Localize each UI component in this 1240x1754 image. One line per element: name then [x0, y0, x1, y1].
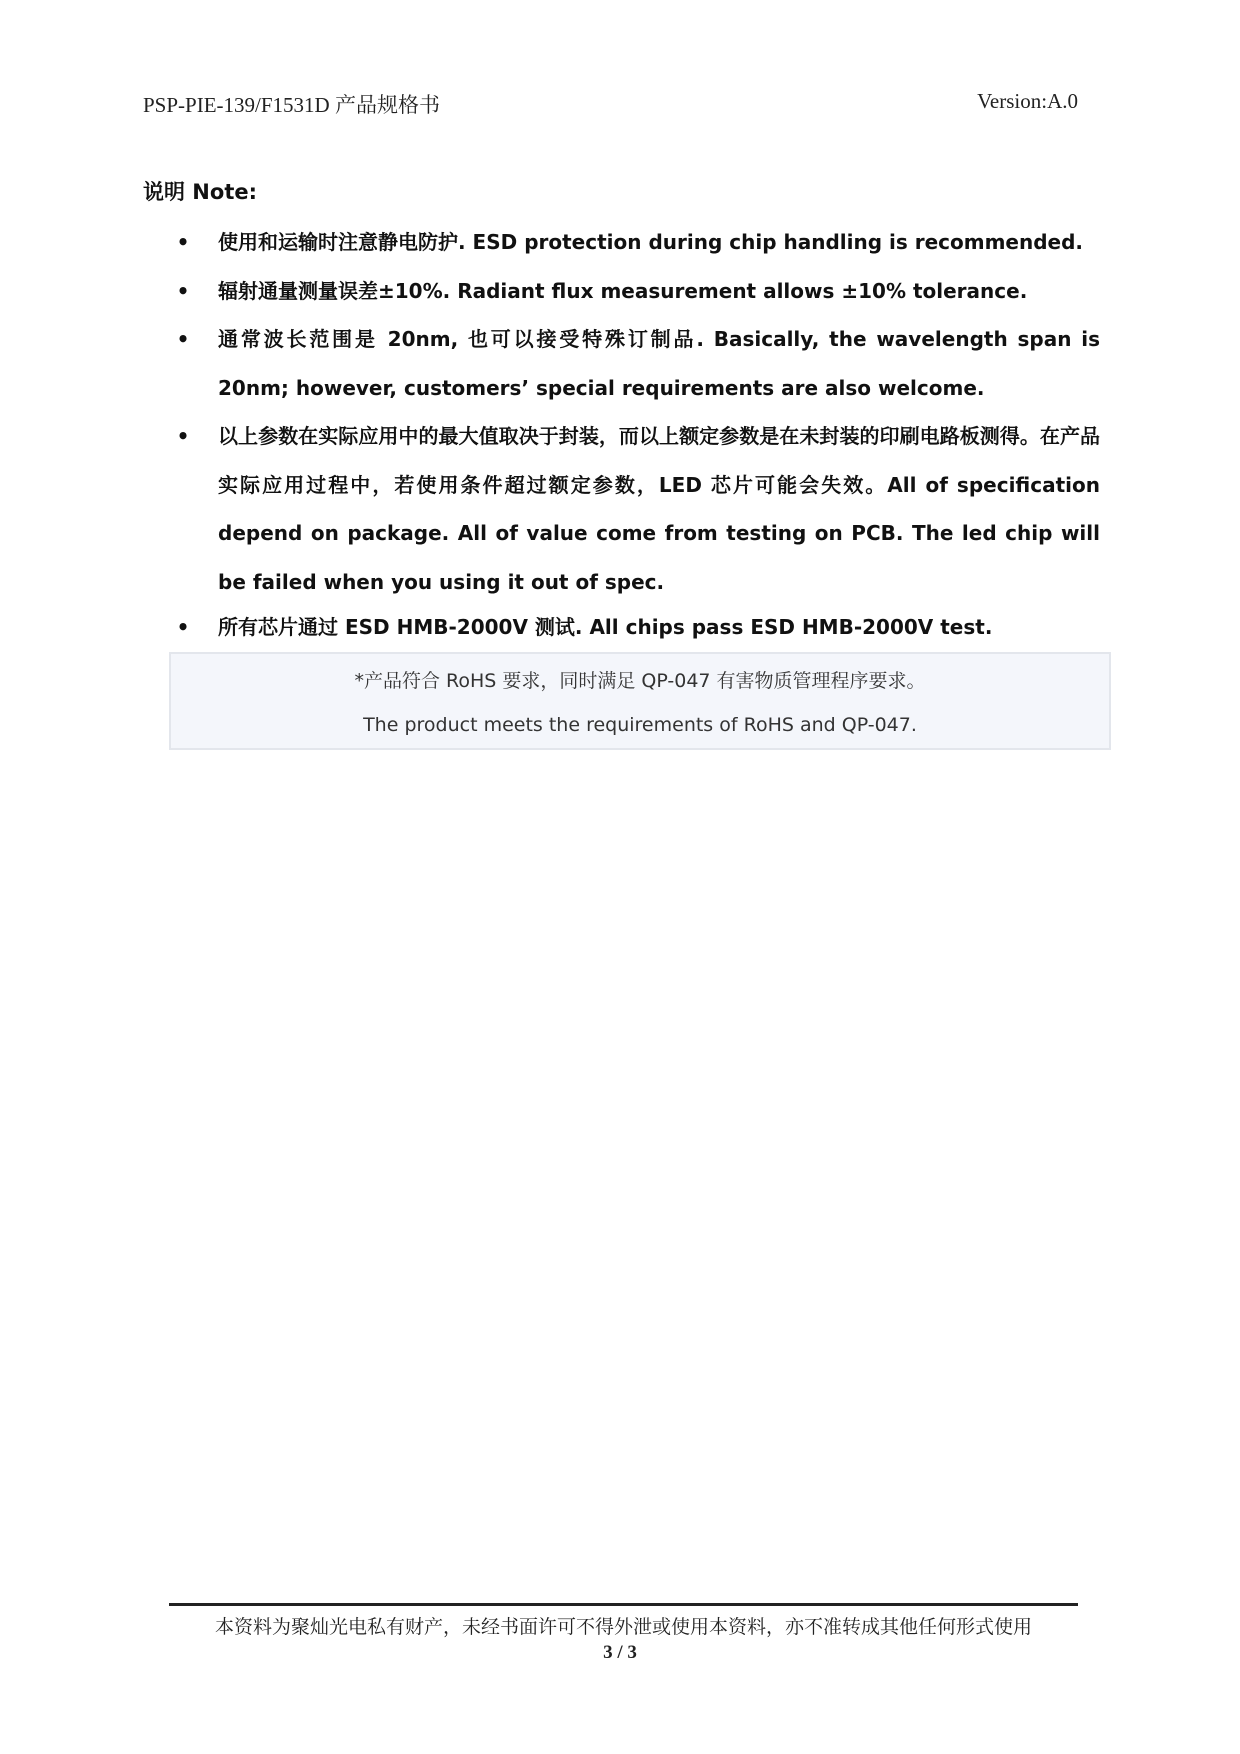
note-text: 以上参数在实际应用中的最大值取决于封装，而以上额定参数是在未封装的印刷电路板测得。在产品实际应用过程中，若使用条件超过额定参数，LED 芯片可能会失效。All of specification depend on package. All of value come from testing on PCB. The led chip will be failed when you using it out of spec. — [218, 424, 1100, 594]
rohs-statement-en: The product meets the requirements of RoHS and QP-047. — [363, 714, 917, 736]
rohs-compliance-box — [169, 652, 1111, 750]
footer-divider — [169, 1603, 1078, 1606]
note-text: 使用和运输时注意静电防护. ESD protection during chip handling is recommended. — [218, 230, 1084, 254]
note-list — [176, 218, 1100, 646]
bullet-icon: • — [176, 327, 190, 351]
bullet-icon: • — [176, 424, 190, 448]
document-version: Version:A.0 — [977, 89, 1078, 113]
confidentiality-notice: 本资料为聚灿光电私有财产，未经书面许可不得外泄或使用本资料，亦不准转成其他任何形式使用 — [214, 1616, 1032, 1638]
note-item-esd-protection — [176, 218, 1100, 267]
bullet-icon: • — [176, 615, 190, 639]
note-item-radiant-flux — [176, 267, 1100, 316]
bullet-icon: • — [176, 278, 190, 303]
note-text: 通常波长范围是 20nm, 也可以接受特殊订制品. Basically, the wavelength span is 20nm; however, customers’ special requirements are also welcome. — [218, 327, 1100, 400]
note-item-esd-test — [176, 608, 1100, 646]
note-item-package-spec — [176, 412, 1100, 606]
rohs-statement-cn: *产品符合 RoHS 要求，同时满足 QP-047 有害物质管理程序要求。 — [354, 670, 926, 692]
note-text: 辐射通量测量误差±10%. Radiant flux measurement allows ±10% tolerance. — [218, 278, 1028, 303]
bullet-icon: • — [176, 230, 190, 254]
page-number: 3 / 3 — [603, 1642, 637, 1663]
note-item-wavelength — [176, 315, 1100, 412]
document-title: PSP-PIE-139/F1531D 产品规格书 — [143, 93, 440, 117]
note-heading: 说明 Note: — [143, 180, 257, 204]
note-text: 所有芯片通过 ESD HMB-2000V 测试. All chips pass ESD HMB-2000V test. — [218, 615, 993, 639]
